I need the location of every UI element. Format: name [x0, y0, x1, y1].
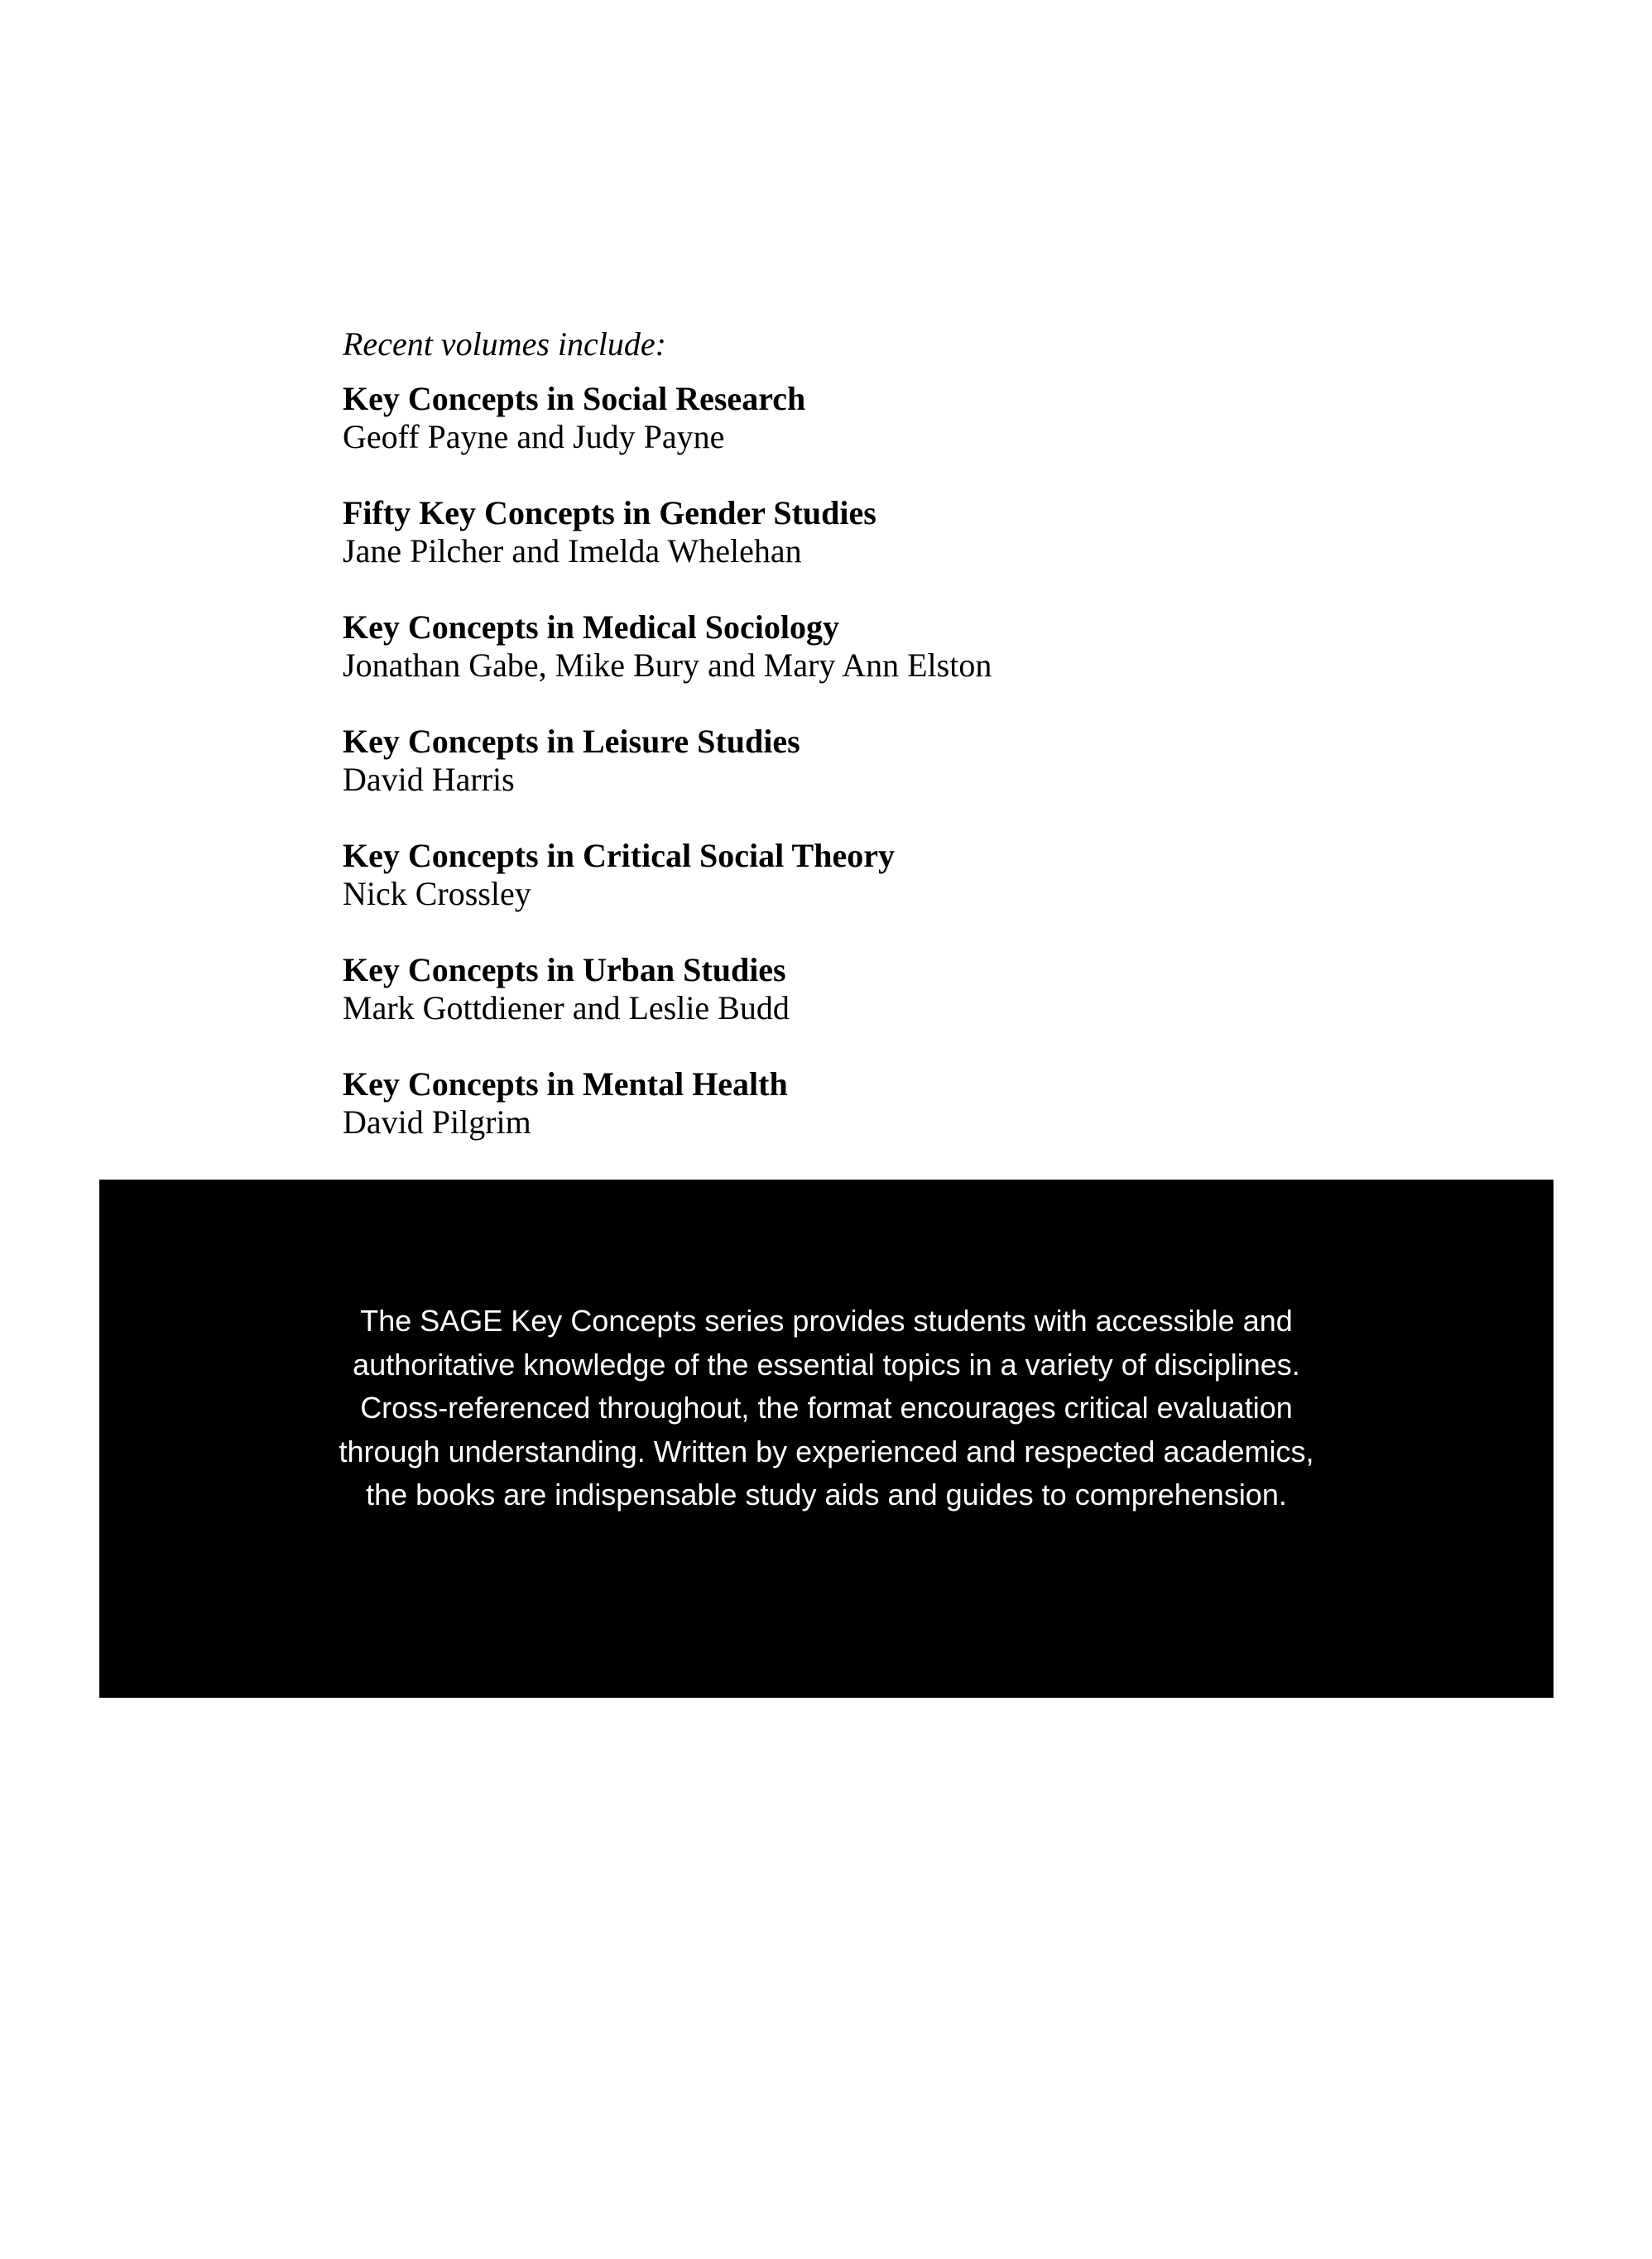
series-description-panel — [99, 1180, 1554, 1698]
book-authors: Nick Crossley — [343, 875, 531, 912]
series-description: The SAGE Key Concepts series provides students with accessible and authoritative knowledge of the essential topics in a variety of disciplines. Cross-referenced throughout, the format encourages critical evaluation through understanding. Written by experienced and respected academics, the books are indispensable study aids and guides to comprehension. — [339, 1304, 1314, 1512]
book-title: Key Concepts in Urban Studies — [343, 951, 786, 988]
book-authors: David Pilgrim — [343, 1103, 531, 1141]
book-title: Key Concepts in Social Research — [343, 380, 806, 417]
book-title: Fifty Key Concepts in Gender Studies — [343, 494, 876, 531]
book-authors: Mark Gottdiener and Leslie Budd — [343, 989, 790, 1026]
recent-volumes-list — [343, 323, 1336, 1180]
book-entry — [343, 608, 1336, 685]
book-authors: Jane Pilcher and Imelda Whelehan — [343, 532, 802, 570]
book-title: Key Concepts in Leisure Studies — [343, 723, 800, 760]
book-entry — [343, 723, 1336, 799]
recent-volumes-heading: Recent volumes include: — [343, 325, 666, 363]
book-title: Key Concepts in Medical Sociology — [343, 608, 839, 646]
book-title: Key Concepts in Mental Health — [343, 1065, 788, 1103]
book-entry — [343, 380, 1336, 456]
book-authors: Geoff Payne and Judy Payne — [343, 418, 725, 455]
book-entry — [343, 1065, 1336, 1142]
book-authors: David Harris — [343, 761, 515, 798]
book-authors: Jonathan Gabe, Mike Bury and Mary Ann Elston — [343, 646, 992, 684]
book-entry — [343, 494, 1336, 570]
book-entry — [343, 951, 1336, 1027]
book-title: Key Concepts in Critical Social Theory — [343, 837, 895, 874]
book-entry — [343, 837, 1336, 913]
